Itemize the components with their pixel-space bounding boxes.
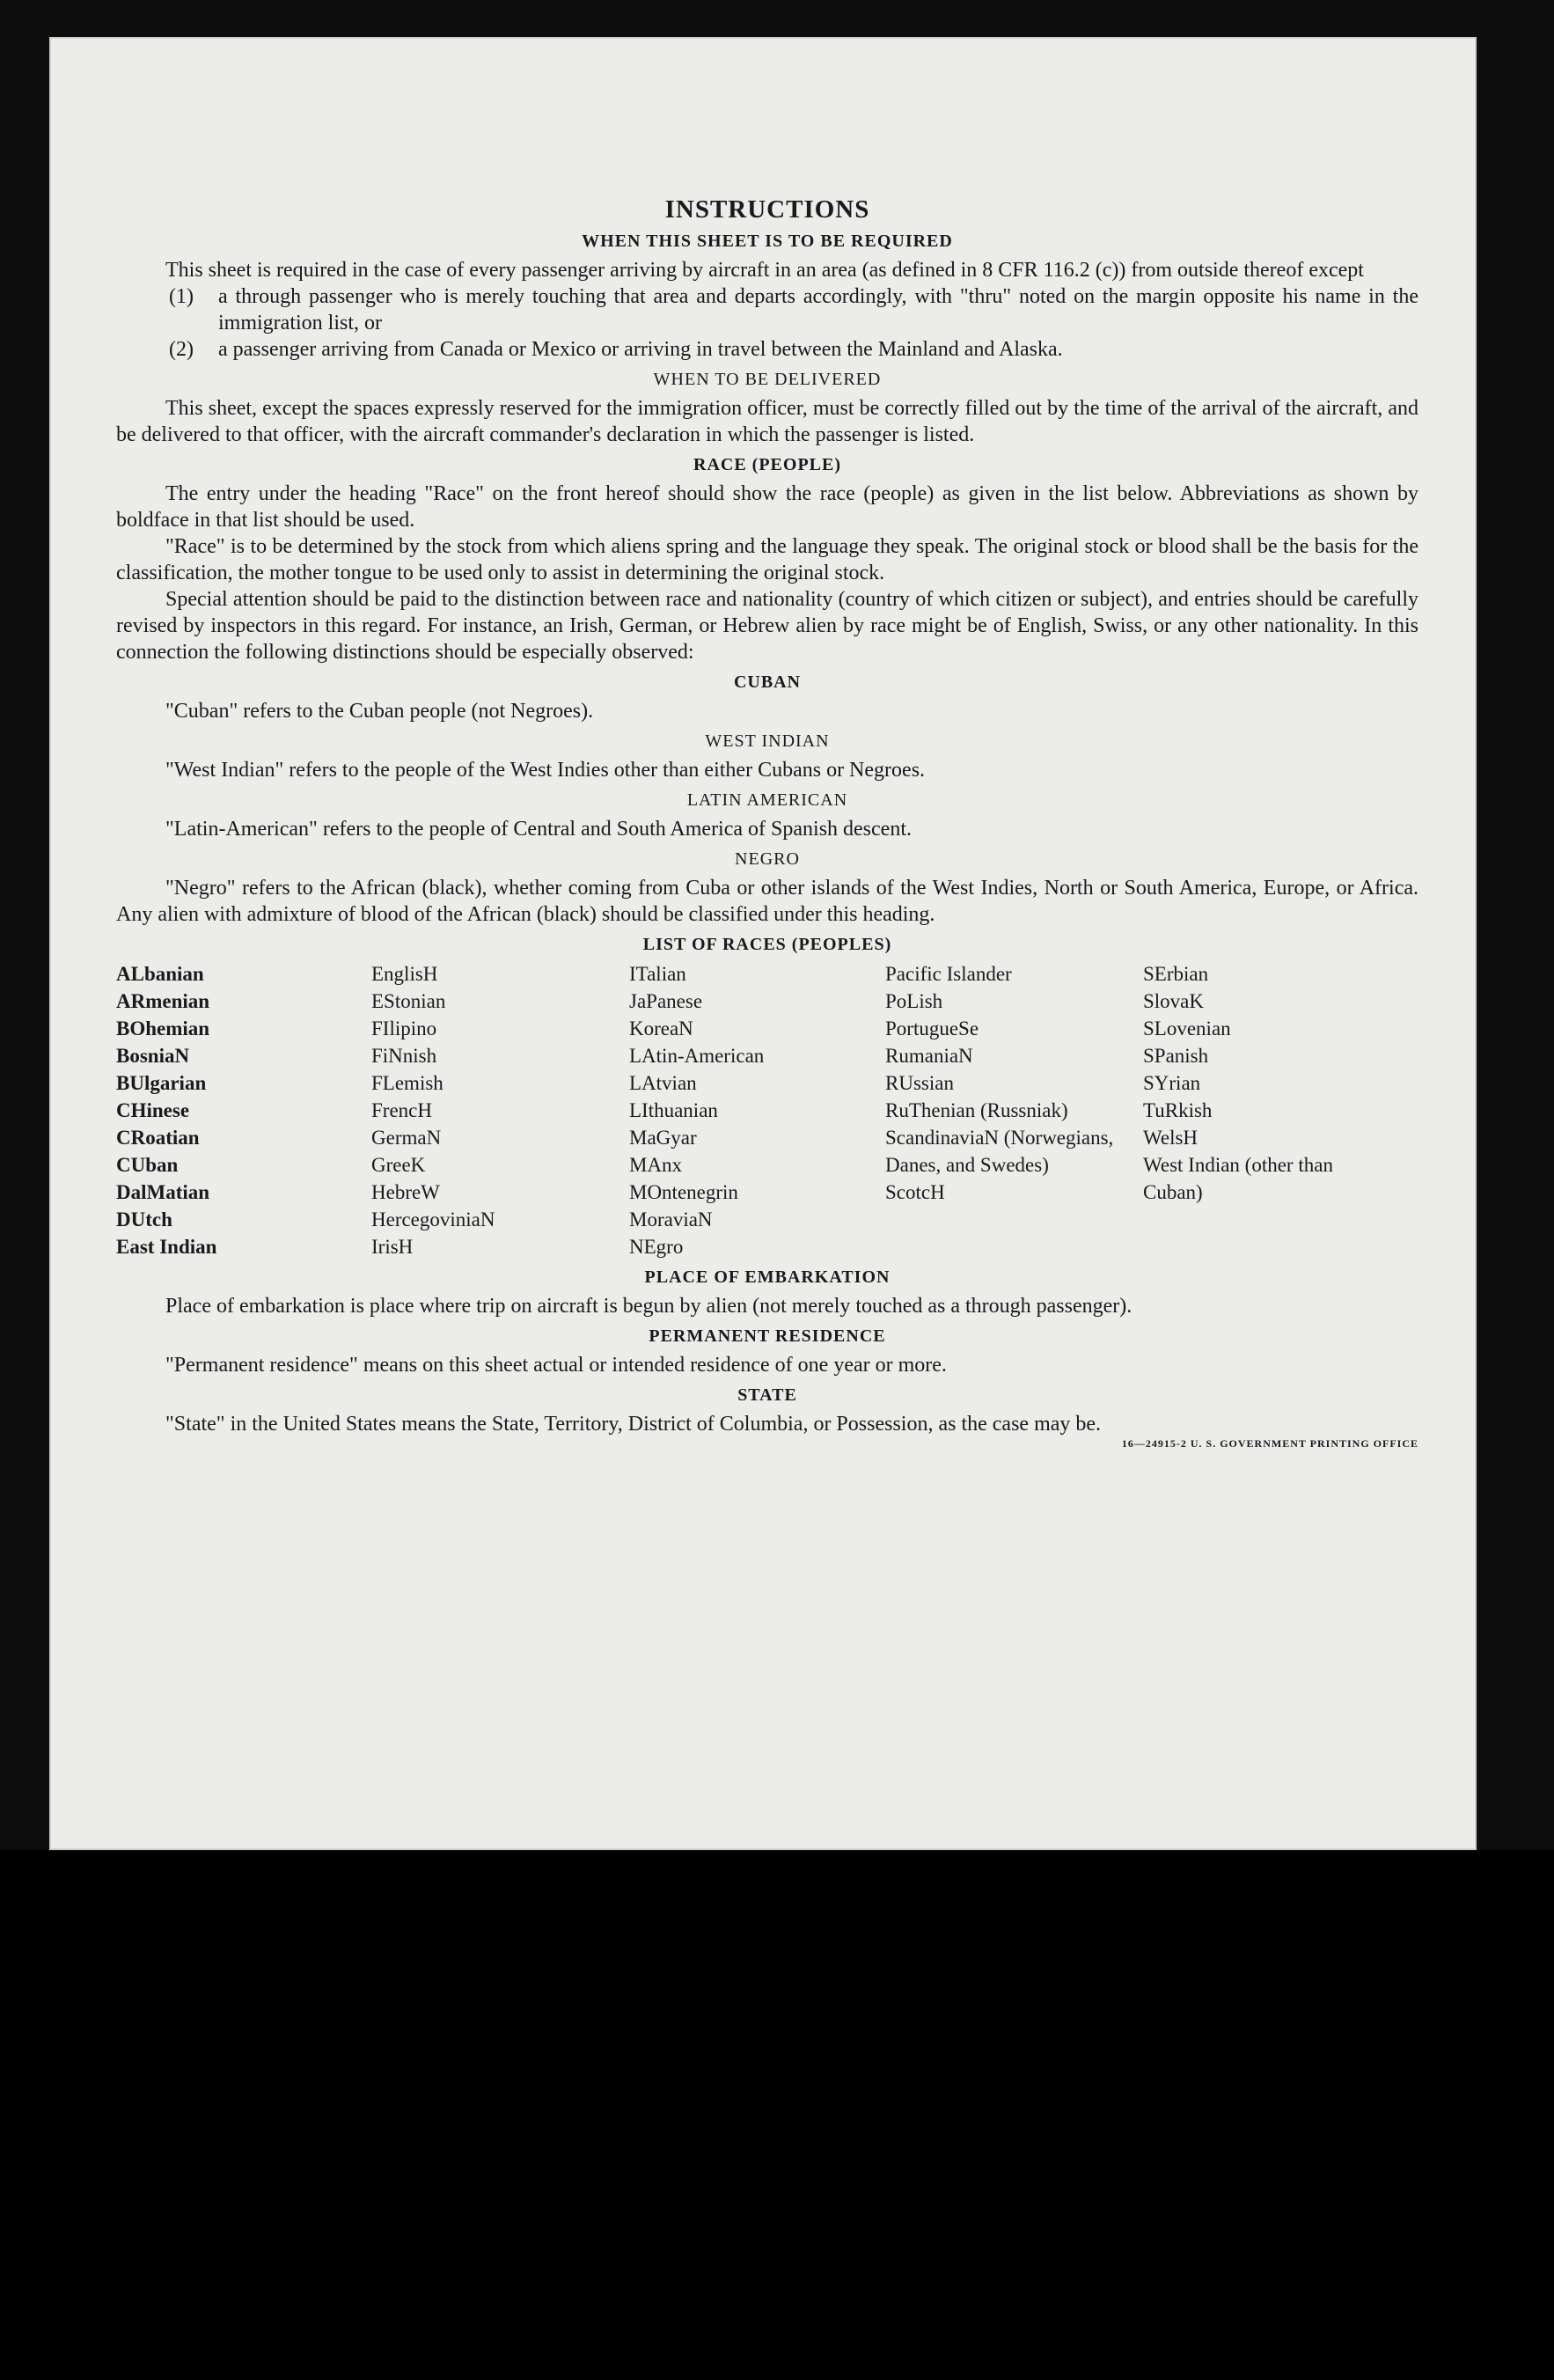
race-entry: TuRkish [1143,1099,1213,1121]
races-column-5 [1143,960,1372,1260]
heading-race: RACE (PEOPLE) [693,455,841,474]
race-entry: PoLish [885,990,943,1012]
race-entry: GreeK [371,1154,426,1176]
heading-list-of-races: LIST OF RACES (PEOPLES) [642,935,892,954]
race-entry: WelsH [1143,1127,1198,1149]
race-entry: KoreaN [629,1017,693,1039]
race-entry: East Indian [116,1236,217,1258]
race-entry: GermaN [371,1127,442,1149]
race-entry: RUssian [885,1072,954,1094]
races-column-4 [885,960,1143,1260]
heading-negro: NEGRO [735,849,800,869]
exception-number: (2) [169,338,194,361]
when-required-intro: This sheet is required in the case of every passenger arriving by aircraft in an area (as defined in 8 CFR 116.2 (c)) from outside thereof except [165,259,1364,282]
race-entry: SYrian [1143,1072,1201,1094]
race-paragraph-3: Special attention should be paid to the distinction between race and nationality (country of which citizen or subject), and entries should be carefully revised by inspectors in this regard. For instance, an Irish, German, or Hebrew alien by race might be of English, Swiss, or any other nationality. In this connection the following distinctions should be especially observed: [116,588,1418,664]
exception-text: a passenger arriving from Canada or Mexico or arriving in travel between the Mainland and Alaska. [218,338,1063,361]
race-entry: BOhemian [116,1017,210,1039]
race-entry: JaPanese [629,990,703,1012]
race-entry: IrisH [371,1236,414,1258]
race-entry: LAtin-American [629,1045,765,1067]
heading-west-indian: WEST INDIAN [705,731,830,751]
race-entry: MOntenegrin [629,1181,738,1203]
race-entry: ALbanian [116,963,204,985]
race-entry: SErbian [1143,963,1209,985]
race-entry: Pacific Islander [885,963,1012,985]
heading-when-delivered: WHEN TO BE DELIVERED [653,370,882,389]
race-paragraph-2: "Race" is to be determined by the stock from which aliens spring and the language they speak. The original stock or blood shall be the basis for the classification, the mother tongue to be used only to assist in determining the original stock. [116,535,1418,584]
footer-row [116,1437,1418,1451]
race-entry: FiNnish [371,1045,437,1067]
negro-text: "Negro" refers to the African (black), whether coming from Cuba or other islands of the West Indies, North or South America, Europe, or Africa. Any alien with admixture of blood of the African (black) should be classified under this heading. [116,877,1418,926]
race-entry: HercegoviniaN [371,1208,495,1230]
race-entry: SPanish [1143,1045,1209,1067]
cuban-text: "Cuban" refers to the Cuban people (not Negroes). [165,700,594,723]
race-entry: DalMatian [116,1181,210,1203]
race-entry: SlovaK [1143,990,1204,1012]
race-entry: FrencH [371,1099,432,1121]
race-entry: NEgro [629,1236,684,1258]
race-entry: RumaniaN [885,1045,973,1067]
heading-latin-american: LATIN AMERICAN [686,790,848,810]
heading-permanent-residence: PERMANENT RESIDENCE [649,1326,886,1346]
race-entry: ScotcH [885,1181,945,1203]
races-list [116,960,1418,1260]
race-entry: ITalian [629,963,686,985]
race-entry: CUban [116,1154,179,1176]
west-indian-text: "West Indian" refers to the people of the West Indies other than either Cubans or Negroes. [165,759,926,782]
race-entry: CHinese [116,1099,190,1121]
heading-state: STATE [737,1385,797,1405]
race-entry: BUlgarian [116,1072,207,1094]
race-entry: BosniaN [116,1045,190,1067]
races-column-1 [116,960,371,1260]
embarkation-text: Place of embarkation is place where trip on aircraft is begun by alien (not merely touched as a through passenger). [165,1295,1133,1318]
printing-office-mark: 16—24915-2 U. S. GOVERNMENT PRINTING OFFICE [1121,1437,1418,1450]
race-entry: LAtvian [629,1072,697,1094]
race-entry: ARmenian [116,990,210,1012]
race-entry: FLemish [371,1072,443,1094]
document-sheet [49,37,1477,1850]
race-entry: LIthuanian [629,1099,718,1121]
exception-item-2 [169,336,1418,363]
heading-when-required: WHEN THIS SHEET IS TO BE REQUIRED [582,231,953,251]
exception-item-1 [169,283,1418,336]
scan-background [0,1850,1554,2380]
instructions-content [116,160,1418,1451]
race-entry: PortugueSe [885,1017,979,1039]
state-text: "State" in the United States means the State, Territory, District of Columbia, or Possession, as the case may be. [165,1413,1102,1436]
heading-cuban: CUBAN [733,672,802,692]
race-paragraph-1: The entry under the heading "Race" on the front hereof should show the race (people) as given in the list below. Abbreviations as shown by boldface in that list should be used. [116,482,1418,532]
race-entry: HebreW [371,1181,440,1203]
latin-american-text: "Latin-American" refers to the people of Central and South America of Spanish descent. [165,818,912,841]
heading-embarkation: PLACE OF EMBARKATION [644,1267,891,1287]
race-entry: West Indian (other than Cuban) [1143,1154,1333,1203]
race-entry: EnglisH [371,963,438,985]
race-entry: DUtch [116,1208,172,1230]
race-entry: MaGyar [629,1127,697,1149]
when-delivered-text: This sheet, except the spaces expressly reserved for the immigration officer, must be correctly filled out by the time of the arrival of the aircraft, and be delivered to that officer, with the aircraft commander's declaration in which the passenger is listed. [116,397,1418,446]
exception-number: (1) [169,285,194,308]
race-entry: CRoatian [116,1127,200,1149]
race-entry: ScandinaviaN (Norwegians, Danes, and Swedes) [885,1127,1114,1176]
race-entry: MAnx [629,1154,683,1176]
race-entry: SLovenian [1143,1017,1231,1039]
races-column-2 [371,960,629,1260]
race-entry: EStonian [371,990,446,1012]
race-entry: RuThenian (Russniak) [885,1099,1068,1121]
race-entry: MoraviaN [629,1208,713,1230]
exception-text: a through passenger who is merely touching that area and departs accordingly, with "thru" noted on the margin opposite his name in the immigration list, or [218,285,1418,334]
residence-text: "Permanent residence" means on this sheet actual or intended residence of one year or more. [165,1354,947,1377]
page-title: INSTRUCTIONS [664,195,870,224]
races-column-3 [629,960,885,1260]
race-entry: FIlipino [371,1017,437,1039]
